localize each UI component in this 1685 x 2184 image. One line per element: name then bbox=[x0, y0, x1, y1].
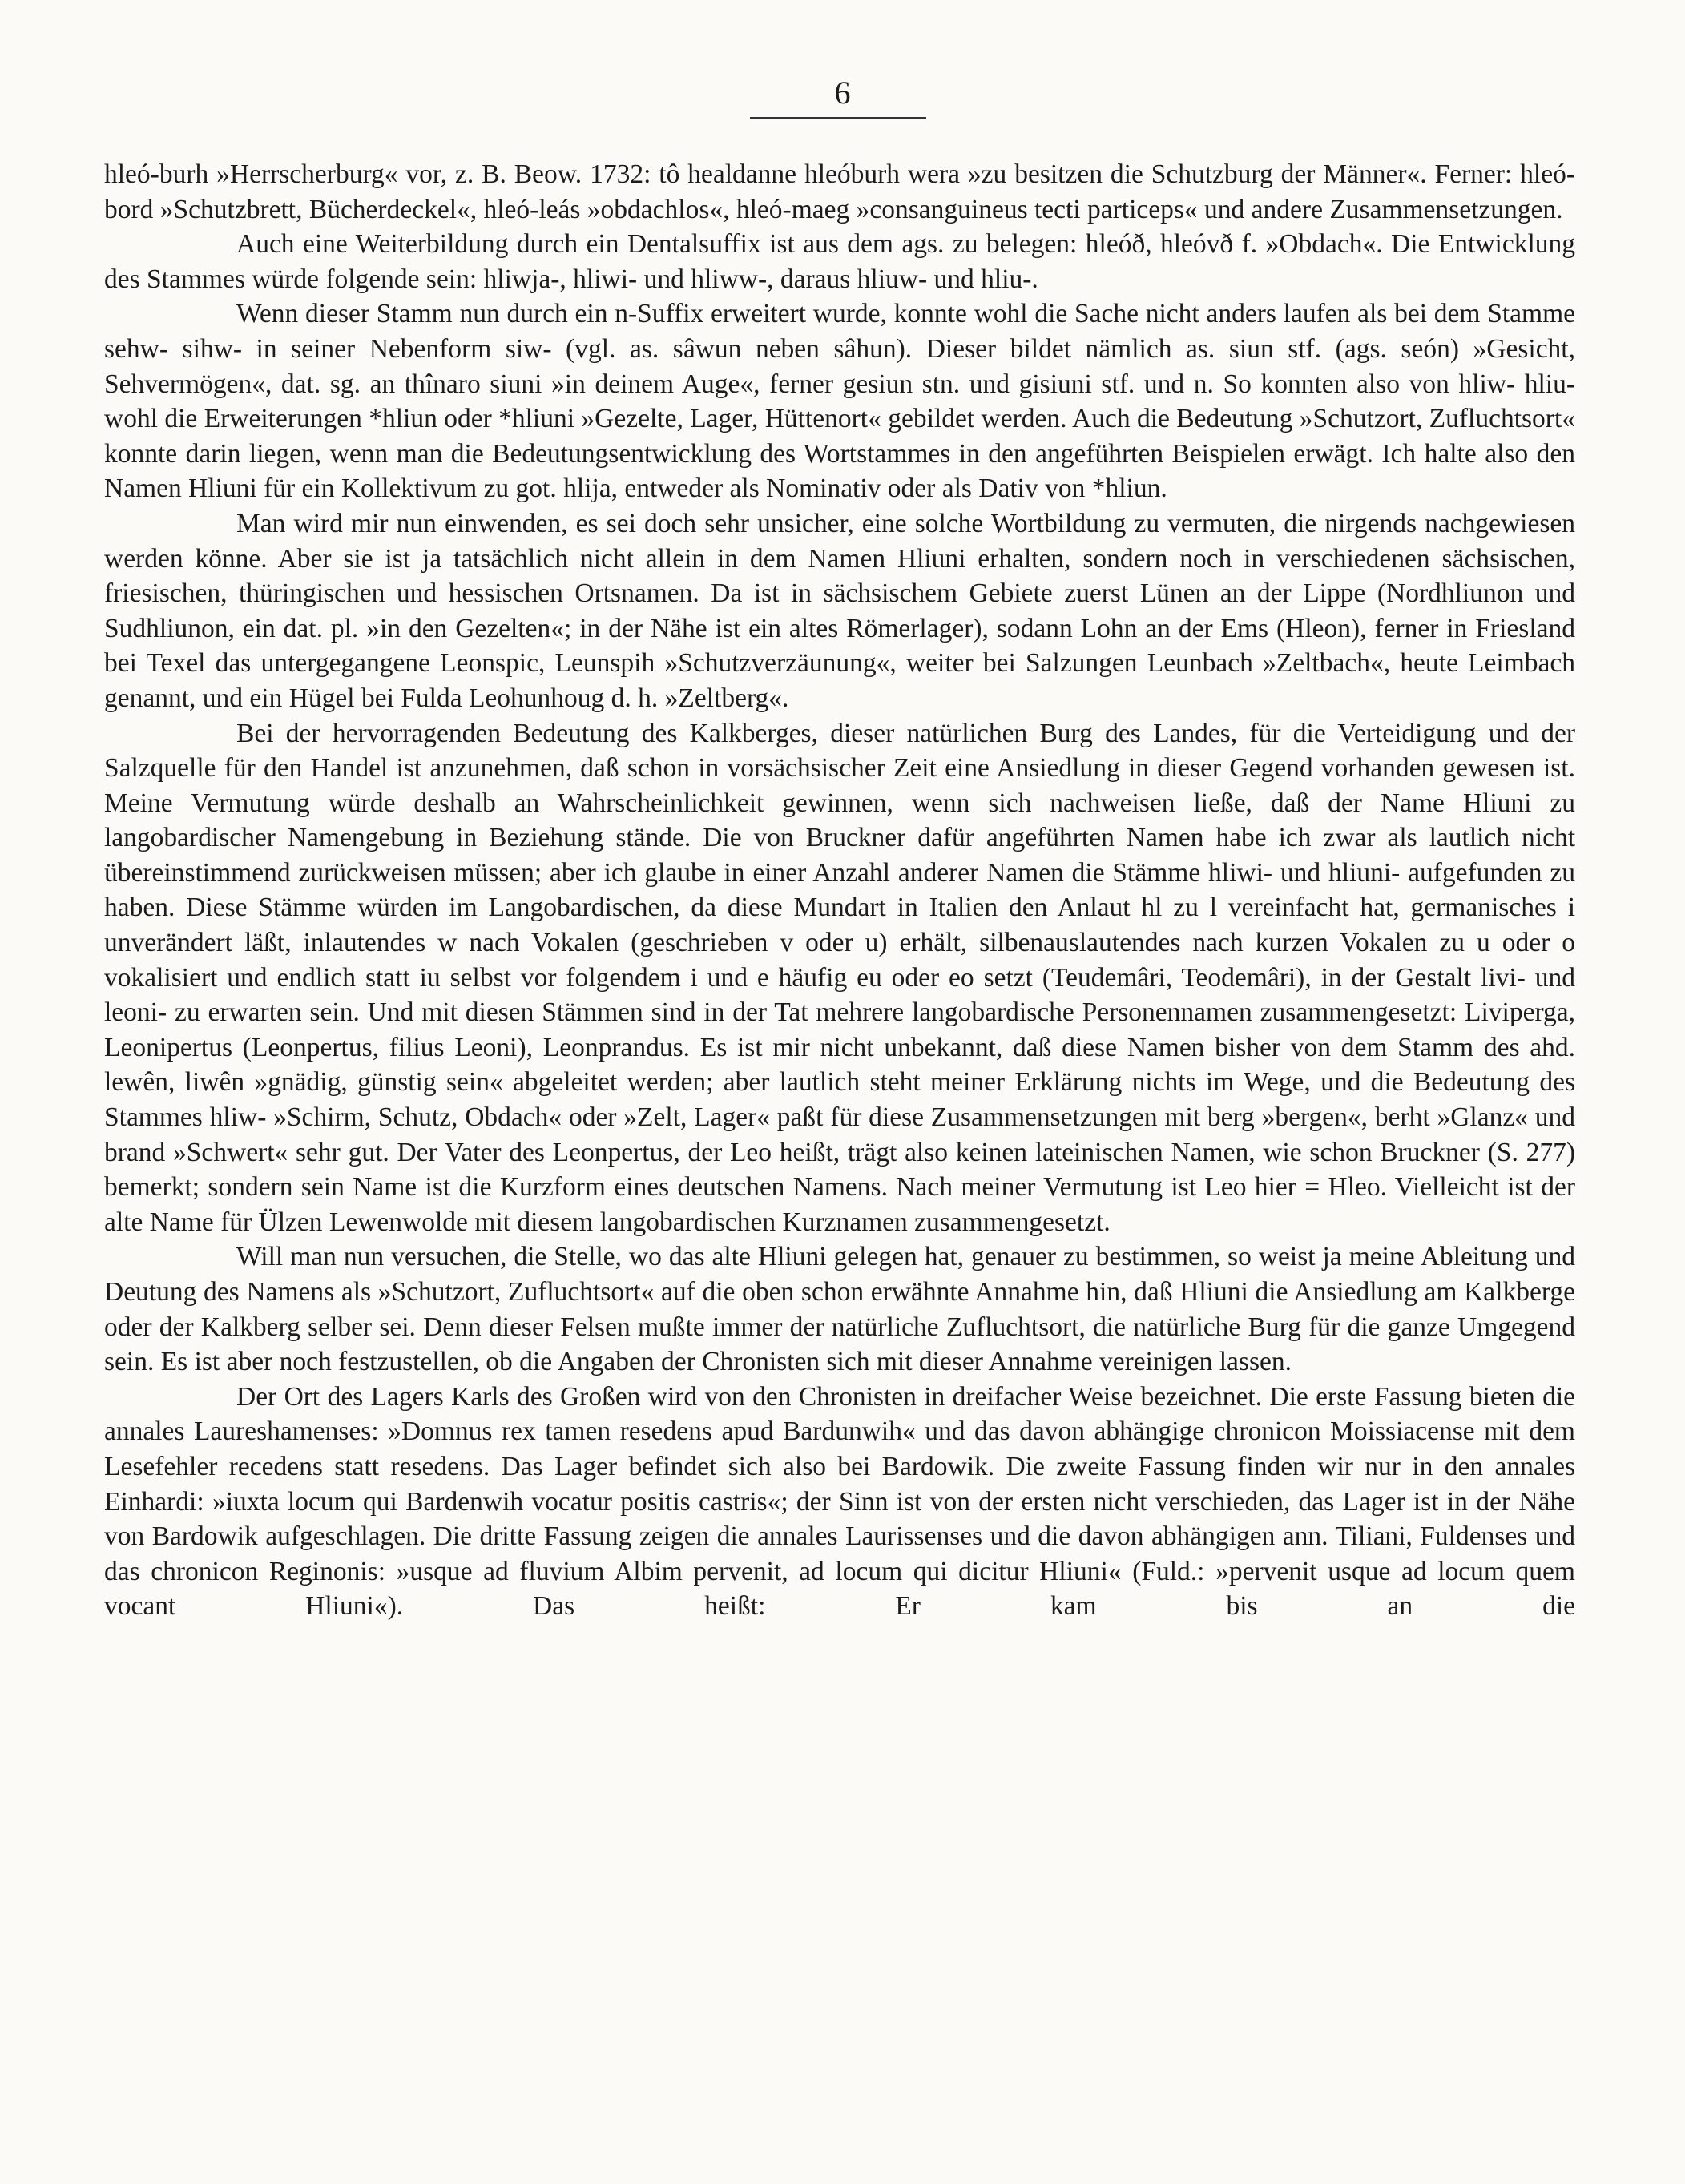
paragraph-1: hleó-burh »Herrscherburg« vor, z. B. Beow. 1732: tô healdanne hleóburh wera »zu besitzen die Schutzburg der Männer«. Ferner: hleó-bord »Schutzbrett, Bücherdeckel«, hleó-leás »obdachlos«, hleó-maeg »consanguineus tecti particeps« und andere Zusammensetzungen. bbox=[104, 159, 1575, 224]
paragraph-5: Bei der hervorragenden Bedeutung des Kalkberges, dieser natürlichen Burg des Landes, für die Verteidigung und der Salzquelle für den Handel ist anzunehmen, daß schon in vorsächsischer Zeit eine Ansiedlung in dieser Gegend vorhanden gewesen ist. Meine Vermutung würde deshalb an Wahrscheinlichkeit gewinnen, wenn sich nachweisen ließe, daß der Name Hliuni zu langobardischer Namengebung in Beziehung stände. Die von Bruckner dafür angeführten Namen habe ich zwar als lautlich nicht übereinstimmend zurückweisen müssen; aber ich glaube in einer Anzahl anderer Namen die Stämme hliwi- und hliuni- aufgefunden zu haben. Diese Stämme würden im Langobardischen, da diese Mundart in Italien den Anlaut hl zu l vereinfacht hat, germanisches i unverändert läßt, inlautendes w nach Vokalen (geschrieben v oder u) erhält, silbenauslautendes nach kurzen Vokalen zu u oder o vokalisiert und endlich statt iu selbst vor folgendem i und e häufig eu oder eo setzt (Teudemâri, Teodemâri), in der Gestalt livi- und leoni- zu erwarten sein. Und mit diesen Stämmen sind in der Tat mehrere langobardische Personennamen zusammengesetzt: Liviperga, Leonipertus (Leonpertus, filius Leoni), Leonprandus. Es ist mir nicht unbekannt, daß diese Namen bisher von dem Stamm des ahd. lewên, liwên »gnädig, günstig sein« abgeleitet werden; aber lautlich steht meiner Erklärung nichts im Wege, und die Bedeutung des Stammes hliw- »Schirm, Schutz, Obdach« oder »Zelt, Lager« paßt für diese Zusammensetzungen mit berg »bergen«, berht »Glanz« und brand »Schwert« sehr gut. Der Vater des Leonpertus, der Leo heißt, trägt also keinen lateinischen Namen, wie schon Bruckner (S. 277) bemerkt; sondern sein Name ist die Kurzform eines deutschen Namens. Nach meiner Vermutung ist Leo hier = Hleo. Vielleicht ist der alte Name für Ülzen Lewenwolde mit diesem langobardischen Kurznamen zusammengesetzt. bbox=[104, 718, 1575, 1237]
page-number-rule bbox=[750, 117, 926, 119]
paragraph-7: Der Ort des Lagers Karls des Großen wird von den Chronisten in dreifacher Weise bezeichnet. Die erste Fassung bieten die annales Laureshamenses: »Domnus rex tamen resedens apud Bardunwih« und das davon abhängige chronicon Moissiacense mit dem Lesefehler recedens statt resedens. Das Lager befindet sich also bei Bardowik. Die zweite Fassung finden wir nur in den annales Einhardi: »iuxta locum qui Bardenwih vocatur positis castris«; der Sinn ist von der ersten nicht verschieden, das Lager ist in der Nähe von Bardowik aufgeschlagen. Die dritte Fassung zeigen die annales Laurissenses und die davon abhängigen ann. Tiliani, Fuldenses und das chronicon Reginonis: »usque ad fluvium Albim pervenit, ad locum qui dicitur Hliuni« (Fuld.: »pervenit usque ad locum quem vocant Hliuni«). Das heißt: Er kam bis an die bbox=[104, 1381, 1575, 1622]
paragraph-6: Will man nun versuchen, die Stelle, wo das alte Hliuni gelegen hat, genauer zu bestimmen, so weist ja meine Ableitung und Deutung des Namens als »Schutzort, Zufluchtsort« auf die oben schon erwähnte Annahme hin, daß Hliuni die Ansiedlung am Kalkberge oder der Kalkberg selber sei. Denn dieser Felsen mußte immer der natürliche Zufluchtsort, die natürliche Burg für die ganze Umgegend sein. Es ist aber noch festzustellen, ob die Angaben der Chronisten sich mit dieser Annahme vereinigen lassen. bbox=[104, 1242, 1575, 1377]
page-number: 6 bbox=[834, 75, 851, 111]
paragraph-3: Wenn dieser Stamm nun durch ein n-Suffix erweitert wurde, konnte wohl die Sache nicht anders laufen als bei dem Stamme sehw- sihw- in seiner Nebenform siw- (vgl. as. sâwun neben sâhun). Dieser bildet nämlich as. siun stf. (ags. seón) »Gesicht, Sehvermögen«, dat. sg. an thînaro siuni »in deinem Auge«, ferner gesiun stn. und gisiuni stf. und n. So konnten also von hliw- hliu- wohl die Erweiterungen *hliun oder *hliuni »Gezelte, Lager, Hüttenort« gebildet werden. Auch die Bedeutung »Schutzort, Zufluchtsort« konnte darin liegen, wenn man die Bedeutungsentwicklung des Wortstammes in den angeführten Beispielen erwägt. Ich halte also den Namen Hliuni für ein Kollektivum zu got. hlija, entweder als Nominativ oder als Dativ von *hliun. bbox=[104, 299, 1576, 504]
body-text bbox=[104, 157, 1575, 1624]
paragraph-2: Auch eine Weiterbildung durch ein Dentalsuffix ist aus dem ags. zu belegen: hleóð, hleóvð f. »Obdach«. Die Entwicklung des Stammes würde folgende sein: hliwja-, hliwi- und hliww-, daraus hliuw- und hliu-. bbox=[104, 229, 1575, 294]
paragraph-4: Man wird mir nun einwenden, es sei doch sehr unsicher, eine solche Wortbildung zu vermuten, die nirgends nachgewiesen werden könne. Aber sie ist ja tatsächlich nicht allein in dem Namen Hliuni erhalten, sondern noch in verschiedenen sächsischen, friesischen, thüringischen und hessischen Ortsnamen. Da ist in sächsischem Gebiete zuerst Lünen an der Lippe (Nordhliunon und Sudhliunon, ein dat. pl. »in den Gezelten«; in der Nähe ist ein altes Römerlager), sodann Lohn an der Ems (Hleon), ferner in Friesland bei Texel das untergegangene Leonspic, Leunspih »Schutzverzäunung«, weiter bei Salzungen Leunbach »Zeltbach«, heute Leimbach genannt, und ein Hügel bei Fulda Leohunhoug d. h. »Zeltberg«. bbox=[104, 508, 1575, 713]
